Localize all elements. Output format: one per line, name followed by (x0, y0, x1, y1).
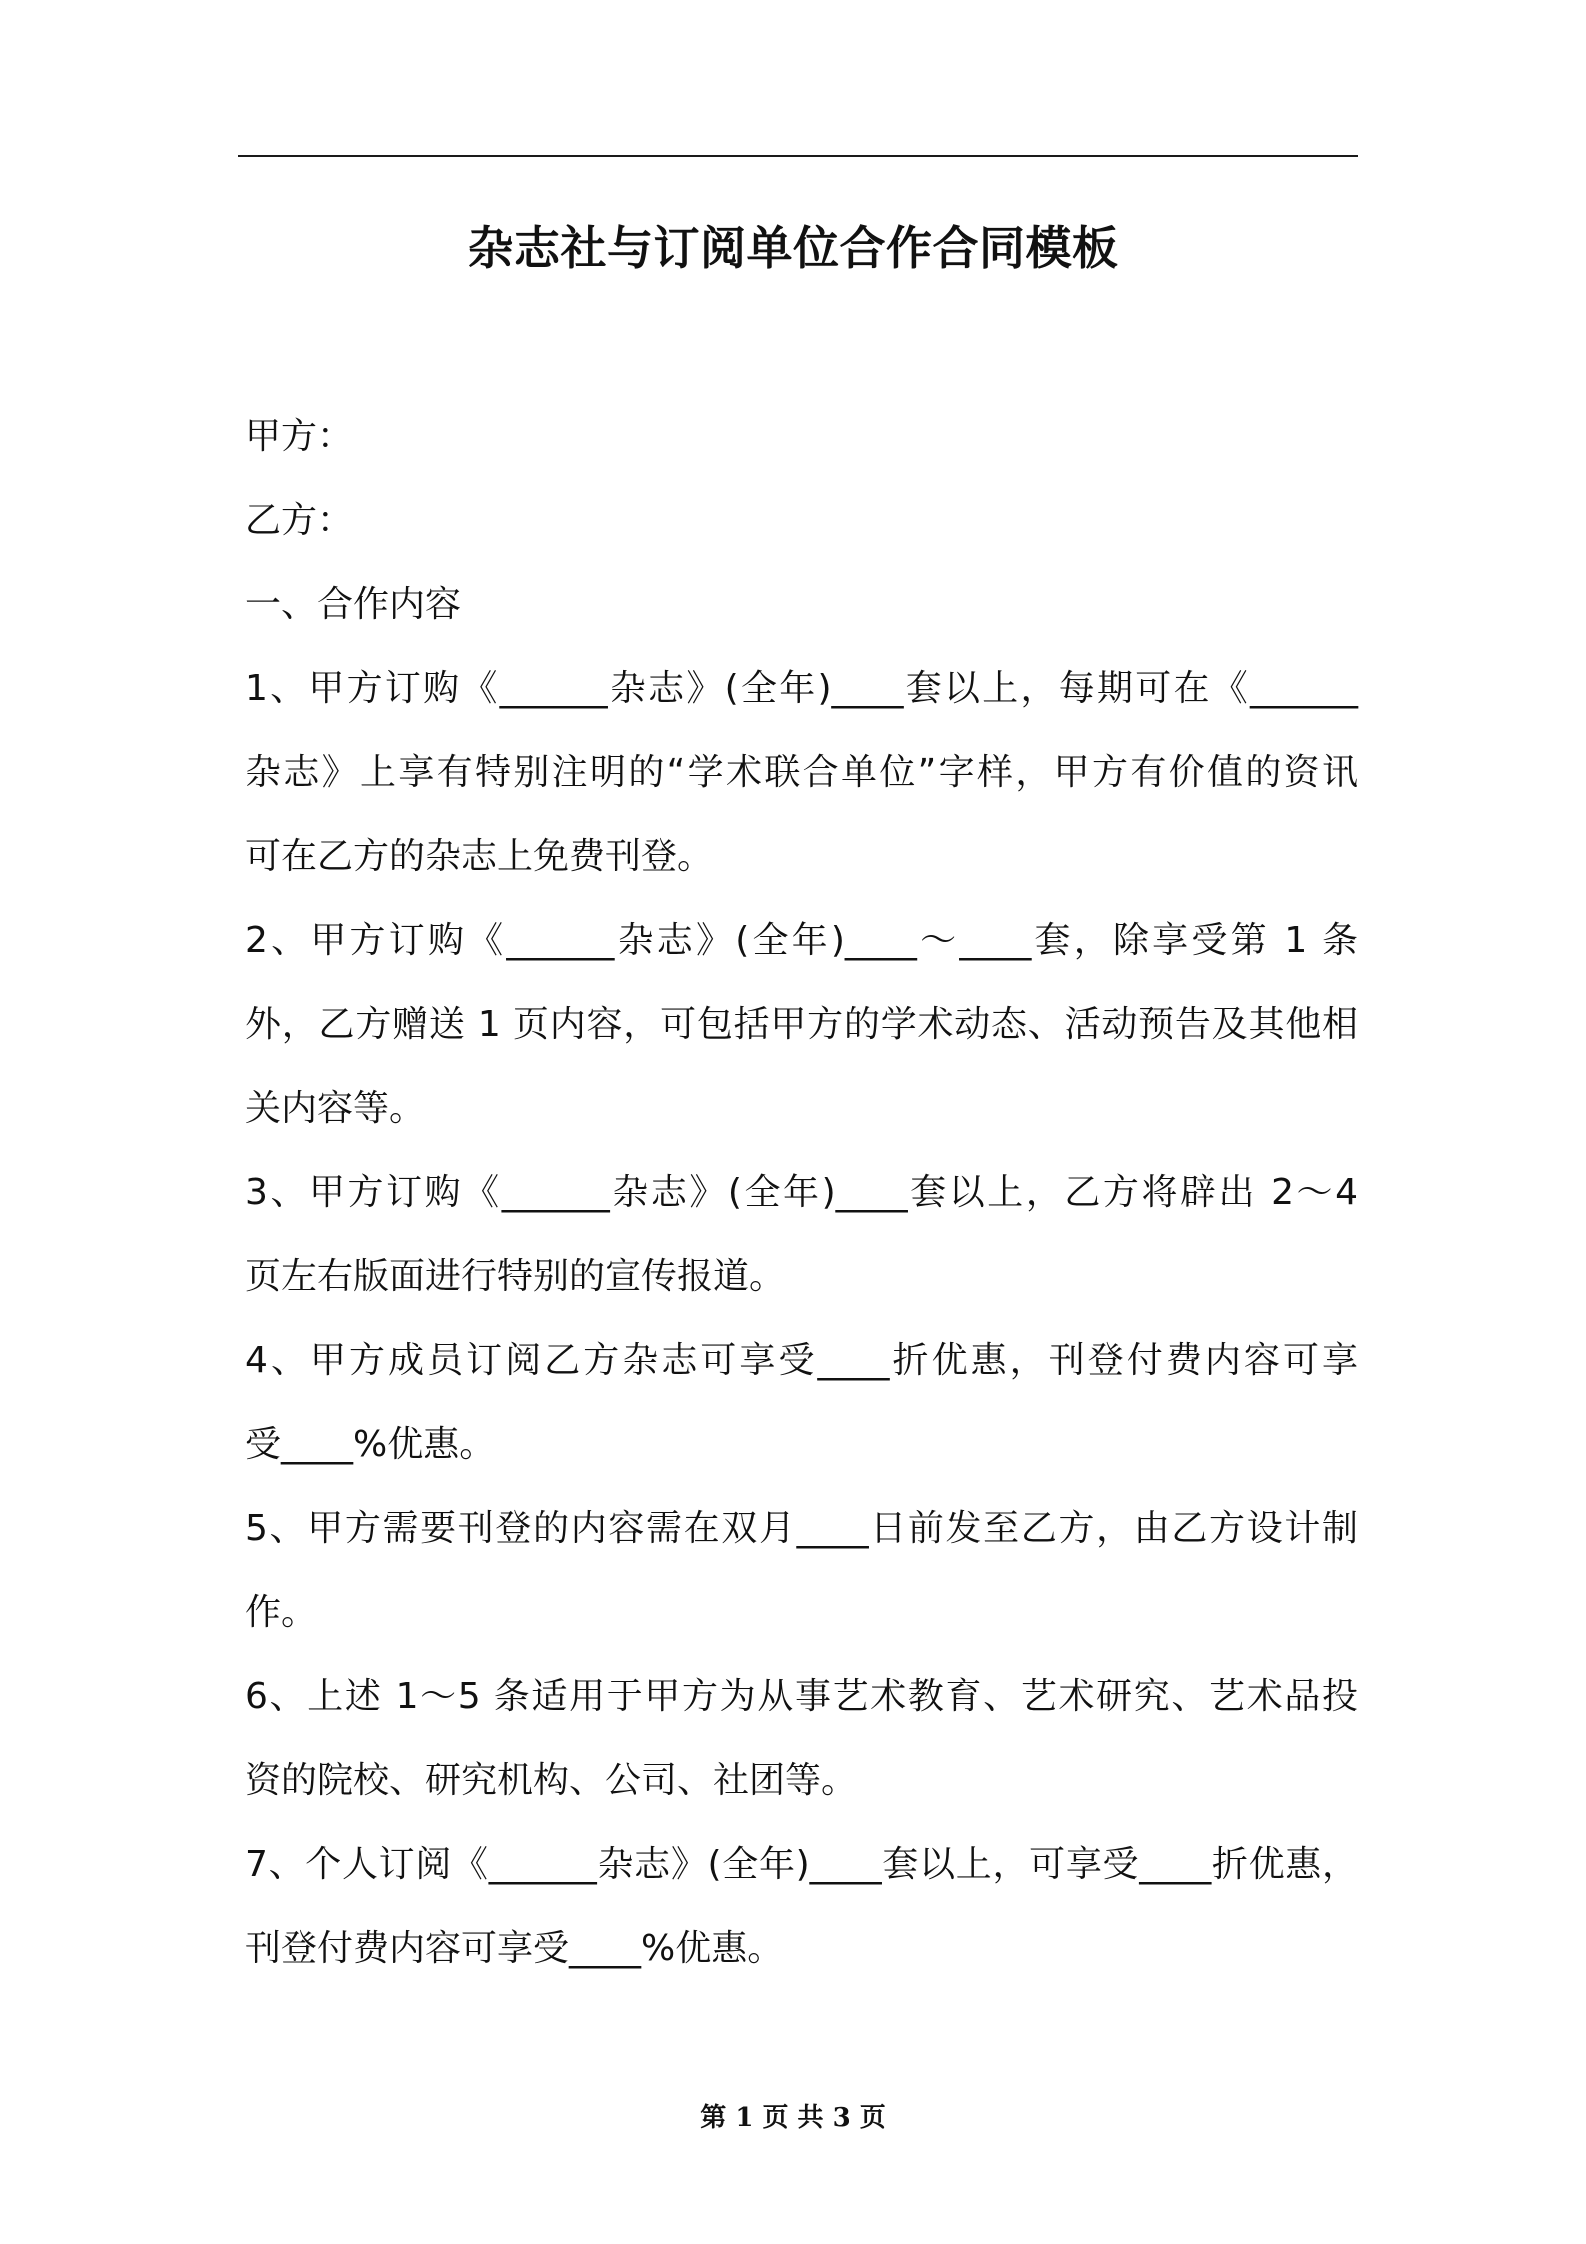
clause-line: 受____%优惠。 (245, 1424, 496, 1465)
clause-line: 4、甲方成员订阅乙方杂志可享受____折优惠，刊登付费内容可享 (245, 1340, 1358, 1381)
clause-line: 页左右版面进行特别的宣传报道。 (245, 1256, 786, 1297)
clause-line: 5、甲方需要刊登的内容需在双月____日前发至乙方，由乙方设计制 (245, 1508, 1358, 1549)
page-indicator: 第 1 页 共 3 页 (700, 2103, 886, 2133)
party-a-label: 甲方： (245, 416, 354, 457)
clause-line: 3、甲方订购《______杂志》(全年)____套以上，乙方将辟出 2～4 (245, 1172, 1358, 1213)
document-body (245, 395, 1358, 1991)
party-b-label: 乙方： (245, 500, 354, 541)
clause-3 (245, 1151, 1358, 1319)
document-title: 杂志社与订阅单位合作合同模板 (467, 221, 1119, 275)
clause-line: 资的院校、研究机构、公司、社团等。 (245, 1760, 858, 1801)
header-rule (238, 155, 1358, 157)
section-heading: 一、合作内容 (245, 584, 462, 625)
clause-line: 杂志》上享有特别注明的“学术联合单位”字样，甲方有价值的资讯 (245, 752, 1358, 793)
clause-line: 1、甲方订购《______杂志》(全年)____套以上，每期可在《______ (245, 668, 1358, 709)
clause-line: 作。 (245, 1592, 318, 1633)
clause-2 (245, 899, 1358, 1151)
clause-6 (245, 1655, 1358, 1823)
clause-1 (245, 647, 1358, 899)
clause-line: 关内容等。 (245, 1088, 426, 1129)
clause-line: 7、个人订阅《______杂志》(全年)____套以上，可享受____折优惠， (245, 1844, 1358, 1885)
clause-line: 可在乙方的杂志上免费刊登。 (245, 836, 714, 877)
clause-7 (245, 1823, 1358, 1991)
clause-5 (245, 1487, 1358, 1655)
clause-4 (245, 1319, 1358, 1487)
clause-line: 刊登付费内容可享受____%优惠。 (245, 1928, 784, 1969)
clause-line: 2、甲方订购《______杂志》(全年)____～____套，除享受第 1 条 (245, 920, 1358, 961)
clause-line: 6、上述 1～5 条适用于甲方为从事艺术教育、艺术研究、艺术品投 (245, 1676, 1358, 1717)
clause-line: 外，乙方赠送 1 页内容，可包括甲方的学术动态、活动预告及其他相 (245, 1004, 1358, 1045)
